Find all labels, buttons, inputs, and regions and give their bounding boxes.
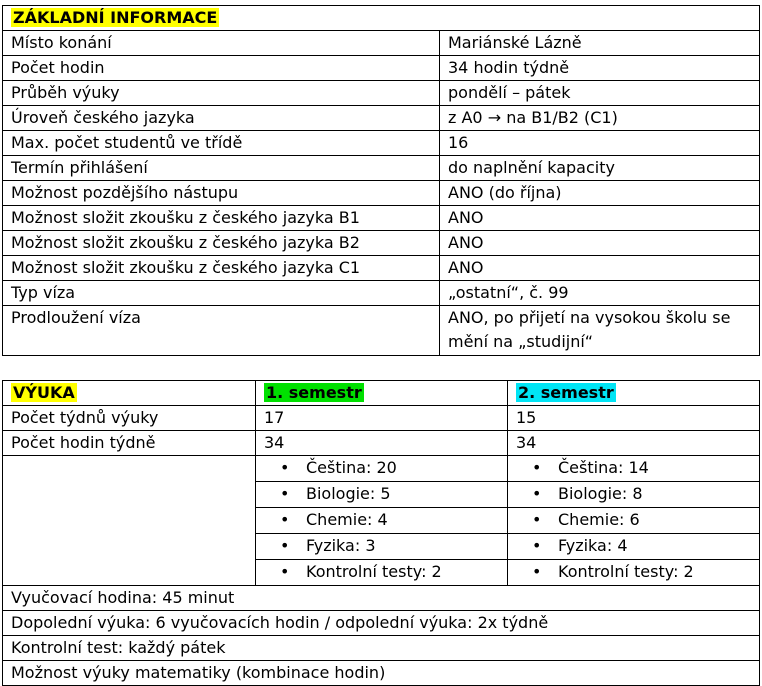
basic-info-table [2,5,760,356]
list-item [256,456,507,482]
teaching-header [3,381,256,406]
bullet-icon: • [532,536,542,555]
bullet-icon: • [280,510,290,529]
list-item [256,482,507,508]
subject-label: Biologie: 5 [306,484,391,503]
row-value: ANO [440,231,760,256]
subject-label: Biologie: 8 [558,484,643,503]
row-value: 34 hodin týdně [440,56,760,81]
list-item [508,534,759,560]
list-item [508,456,759,482]
subject-label: Čeština: 20 [306,458,397,477]
row-label: Možnost pozdějšího nástupu [3,181,440,206]
subject-label: Kontrolní testy: 2 [306,562,442,581]
row-value: ANO (do října) [440,181,760,206]
bullet-icon: • [280,536,290,555]
row-label: Možnost složit zkoušku z českého jazyka B2 [3,231,440,256]
subjects-s2 [508,456,760,586]
row-value: 16 [440,131,760,156]
bullet-icon: • [532,484,542,503]
subject-label: Čeština: 14 [558,458,649,477]
list-item [256,508,507,534]
row-value: ANO, po přijetí na vysokou školu se mění na „studijní“ [440,306,760,356]
row-value: Mariánské Lázně [440,31,760,56]
bullet-icon: • [280,562,290,581]
bullet-icon: • [532,458,542,477]
list-item [256,560,507,585]
row-label: Průběh výuky [3,81,440,106]
note-row: Možnost výuky matematiky (kombinace hodin) [3,661,760,686]
semester1-header [256,381,508,406]
row-label: Max. počet studentů ve třídě [3,131,440,156]
subject-label: Chemie: 6 [558,510,640,529]
row-value-s1: 34 [256,431,508,456]
bullet-icon: • [280,484,290,503]
row-label: Prodloužení víza [3,306,440,356]
row-value: ANO [440,206,760,231]
teaching-table [2,380,760,686]
row-label: Typ víza [3,281,440,306]
row-value-s2: 34 [508,431,760,456]
row-value: pondělí – pátek [440,81,760,106]
empty-cell [3,456,256,586]
teaching-title: VÝUKA [13,383,75,402]
row-label: Počet hodin týdně [3,431,256,456]
row-value: „ostatní“, č. 99 [440,281,760,306]
subjects-s1 [256,456,508,586]
bullet-icon: • [532,510,542,529]
note-row: Vyučovací hodina: 45 minut [3,586,760,611]
note-row: Dopolední výuka: 6 vyučovacích hodin / odpolední výuka: 2x týdně [3,611,760,636]
row-value-s1: 17 [256,406,508,431]
list-item [256,534,507,560]
row-value: do naplnění kapacity [440,156,760,181]
subject-label: Fyzika: 4 [558,536,628,555]
subject-label: Fyzika: 3 [306,536,376,555]
row-value: ANO [440,256,760,281]
row-label: Termín přihlášení [3,156,440,181]
semester2-header [508,381,760,406]
list-item [508,482,759,508]
row-label: Možnost složit zkoušku z českého jazyka B1 [3,206,440,231]
row-label: Místo konání [3,31,440,56]
row-label: Možnost složit zkoušku z českého jazyka C1 [3,256,440,281]
basic-info-title: ZÁKLADNÍ INFORMACE [13,8,218,27]
row-value: z A0 → na B1/B2 (C1) [440,106,760,131]
row-label: Počet týdnů výuky [3,406,256,431]
semester1-title: 1. semestr [266,383,362,402]
row-label: Počet hodin [3,56,440,81]
row-value-s2: 15 [508,406,760,431]
subject-label: Chemie: 4 [306,510,388,529]
bullet-icon: • [532,562,542,581]
row-label: Úroveň českého jazyka [3,106,440,131]
list-item [508,508,759,534]
bullet-icon: • [280,458,290,477]
list-item [508,560,759,585]
basic-info-header [3,6,760,31]
semester2-title: 2. semestr [518,383,614,402]
subject-label: Kontrolní testy: 2 [558,562,694,581]
note-row: Kontrolní test: každý pátek [3,636,760,661]
